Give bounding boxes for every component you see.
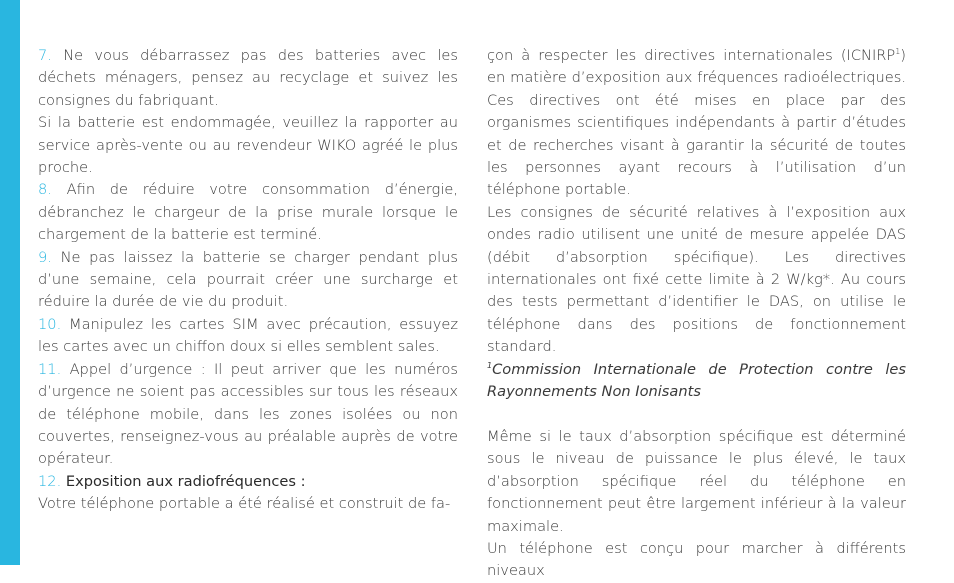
absorption-paragraph: Même si le taux d’absorption spécifique est déterminé sous le niveau de puissance le plus élevé, le taux d’absorption spécifique réel du téléphone en fonctionnement peut être largement inférieur à la valeur maximale. [487,427,906,535]
icnirp-paragraph: çon à respecter les directives internationales (ICNIRP$^1$) en matière d’exposition aux fréquences radioélectriques. Ces directives ont été mises en place par des organismes scientifiques indépendants à partir d’études et de recherches visant à garantir la sécurité de toutes les personnes ayant recours à l’utilisation d’un téléphone portable. [487,47,906,199]
side-accent-bar [0,0,20,565]
item-number: 7. [38,47,52,64]
item-11 [38,359,458,471]
item-text: Afin de réduire votre consommation d’énergie, débranchez le chargeur de la prise murale lorsque le chargement de la batterie est terminé. [38,181,458,244]
left-column [38,45,458,516]
section-heading: Exposition aux radiofréquences : [61,472,306,490]
item-number: 8. [38,181,52,199]
power-levels-paragraph: Un téléphone est conçu pour marcher à différents niveaux [487,539,906,580]
item-text: Appel d’urgence : Il peut arriver que les numéros d’urgence ne soient pas accessibles sur tous les réseaux de téléphone mobile, dans les zones isolées ou non couvertes, renseignez-vous au préalable auprès de votre opérateur. [38,360,458,468]
item-text: Manipulez les cartes SIM avec précaution, essuyez les cartes avec un chiffon doux si elles semblent sales. [38,315,458,356]
item-8 [38,179,458,246]
footnote-marker: 1 [487,360,493,370]
item-9 [38,247,458,314]
item-text: Ne pas laissez la batterie se charger pendant plus d’une semaine, cela pourrait créer une surcharge et réduire la durée de vie du produit. [38,248,458,311]
item-12-heading [38,471,458,493]
battery-damage-paragraph: Si la batterie est endommagée, veuillez la rapporter au service après-vente ou au revendeur WIKO agréé le plus proche. [38,114,458,177]
item-number: 9. [38,248,52,266]
spacer [487,404,906,426]
item-number: 12. [38,472,62,490]
item-number: 10. [38,315,62,333]
radio-exposure-paragraph: Votre téléphone portable a été réalisé et construit de fa- [38,495,451,513]
das-paragraph: Les consignes de sécurité relatives à l’exposition aux ondes radio utilisent une unité de mesure appelée DAS (débit d’absorption spécifique). Les directives internationales ont fixé cette limite à 2 W/kg*. Au cours des tests permettant d’identifier le DAS, on utilise le téléphone dans des positions de fonctionnement standard. [487,203,906,356]
footnote-text: Commission Internationale de Protection contre les Rayonnements Non Ionisants [487,360,906,401]
item-text: Ne vous débarrassez pas des batteries avec les déchets ménagers, pensez au recyclage et suivez les consignes du fabriquant. [38,47,458,109]
footnote [487,359,906,404]
item-10 [38,314,458,359]
item-7 [38,45,458,112]
right-column [487,45,906,583]
item-number: 11. [38,360,62,378]
footnote-ref: 1 [895,47,901,57]
